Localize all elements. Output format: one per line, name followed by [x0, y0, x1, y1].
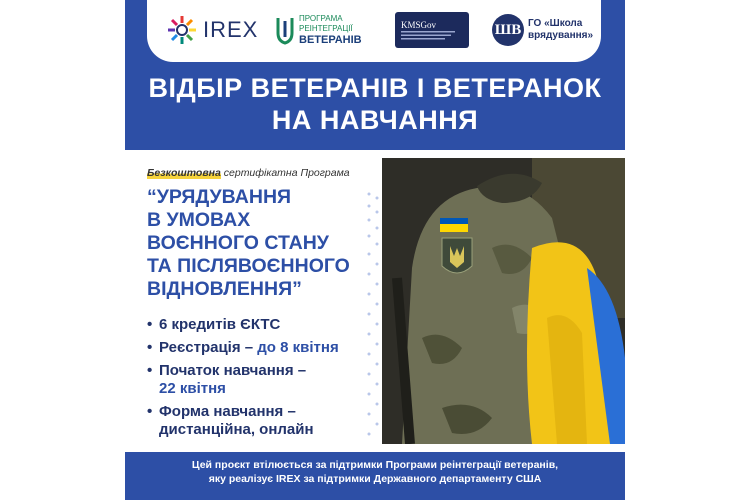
- list-item: [147, 362, 387, 398]
- veterans-logo-line3: ВЕТЕРАНІВ: [299, 34, 362, 46]
- kmsgov-fine-print-icon: [401, 30, 457, 40]
- irex-wordmark: IREX: [203, 17, 259, 42]
- bullet-icon: •: [147, 403, 153, 420]
- irex-logo: [165, 10, 258, 50]
- credits-text: 6 кредитів ЄКТС: [159, 316, 281, 333]
- registration-deadline: до 8 квітня: [257, 339, 339, 356]
- free-highlight: Безкоштовна: [147, 167, 221, 179]
- kmsgov-subtitle-lines: [401, 30, 461, 41]
- headline: [125, 72, 625, 136]
- kmsgov-logo: [395, 12, 469, 48]
- school-logo-line1: ГО «Школа: [528, 18, 583, 29]
- kicker-rest: сертифікатна Програма: [220, 167, 350, 179]
- school-badge-icon: ШВ: [492, 14, 524, 46]
- start-date: 22 квітня: [159, 380, 226, 397]
- list-item: [147, 316, 387, 334]
- headline-line2: НА НАВЧАННЯ: [271, 105, 479, 135]
- soldier-photo: [382, 158, 625, 444]
- veterans-logo-line1: ПРОГРАМА: [299, 14, 343, 23]
- registration-label: Реєстрація –: [159, 339, 258, 356]
- bullet-icon: •: [147, 339, 153, 356]
- program-title-line3: ВОЄННОГО СТАНУ: [147, 232, 329, 254]
- veterans-emblem-icon: [275, 15, 295, 45]
- program-title-line5: ВІДНОВЛЕННЯ”: [147, 278, 302, 300]
- list-item: [147, 403, 387, 439]
- program-title-line2: В УМОВАХ: [147, 209, 251, 231]
- school-of-governance-logo: [492, 10, 593, 50]
- footer-line1: Цей проєкт втілюється за підтримки Програми реінтеграції ветеранів,: [191, 459, 559, 471]
- program-kicker: [147, 167, 350, 179]
- program-title: [147, 186, 387, 301]
- program-title-line4: ТА ПІСЛЯВОЄННОГО: [147, 255, 350, 277]
- irex-sun-icon: [165, 13, 199, 47]
- bullet-icon: •: [147, 316, 153, 333]
- veterans-program-logo: [275, 10, 362, 50]
- logo-bar: [147, 0, 601, 62]
- program-title-line1: “УРЯДУВАННЯ: [147, 186, 292, 208]
- footer-note: [125, 458, 625, 486]
- info-card: [125, 150, 625, 452]
- poster: [125, 0, 625, 500]
- veterans-logo-line2: РЕІНТЕГРАЦІЇ: [299, 24, 353, 33]
- details-list: [147, 316, 387, 444]
- format-value: дистанційна, онлайн: [159, 421, 314, 438]
- start-label: Початок навчання –: [159, 362, 307, 379]
- kmsgov-wordmark: KMSGov: [401, 19, 437, 30]
- format-label: Форма навчання –: [159, 403, 296, 420]
- list-item: [147, 339, 387, 357]
- school-logo-line2: врядування»: [528, 30, 594, 41]
- footer-line2: яку реалізує IREX за підтримки Державного департаменту США: [208, 473, 542, 485]
- headline-line1: ВІДБІР ВЕТЕРАНІВ І ВЕТЕРАНОК: [148, 73, 602, 103]
- soldier-with-flag-illustration: [382, 158, 625, 444]
- bullet-icon: •: [147, 362, 153, 379]
